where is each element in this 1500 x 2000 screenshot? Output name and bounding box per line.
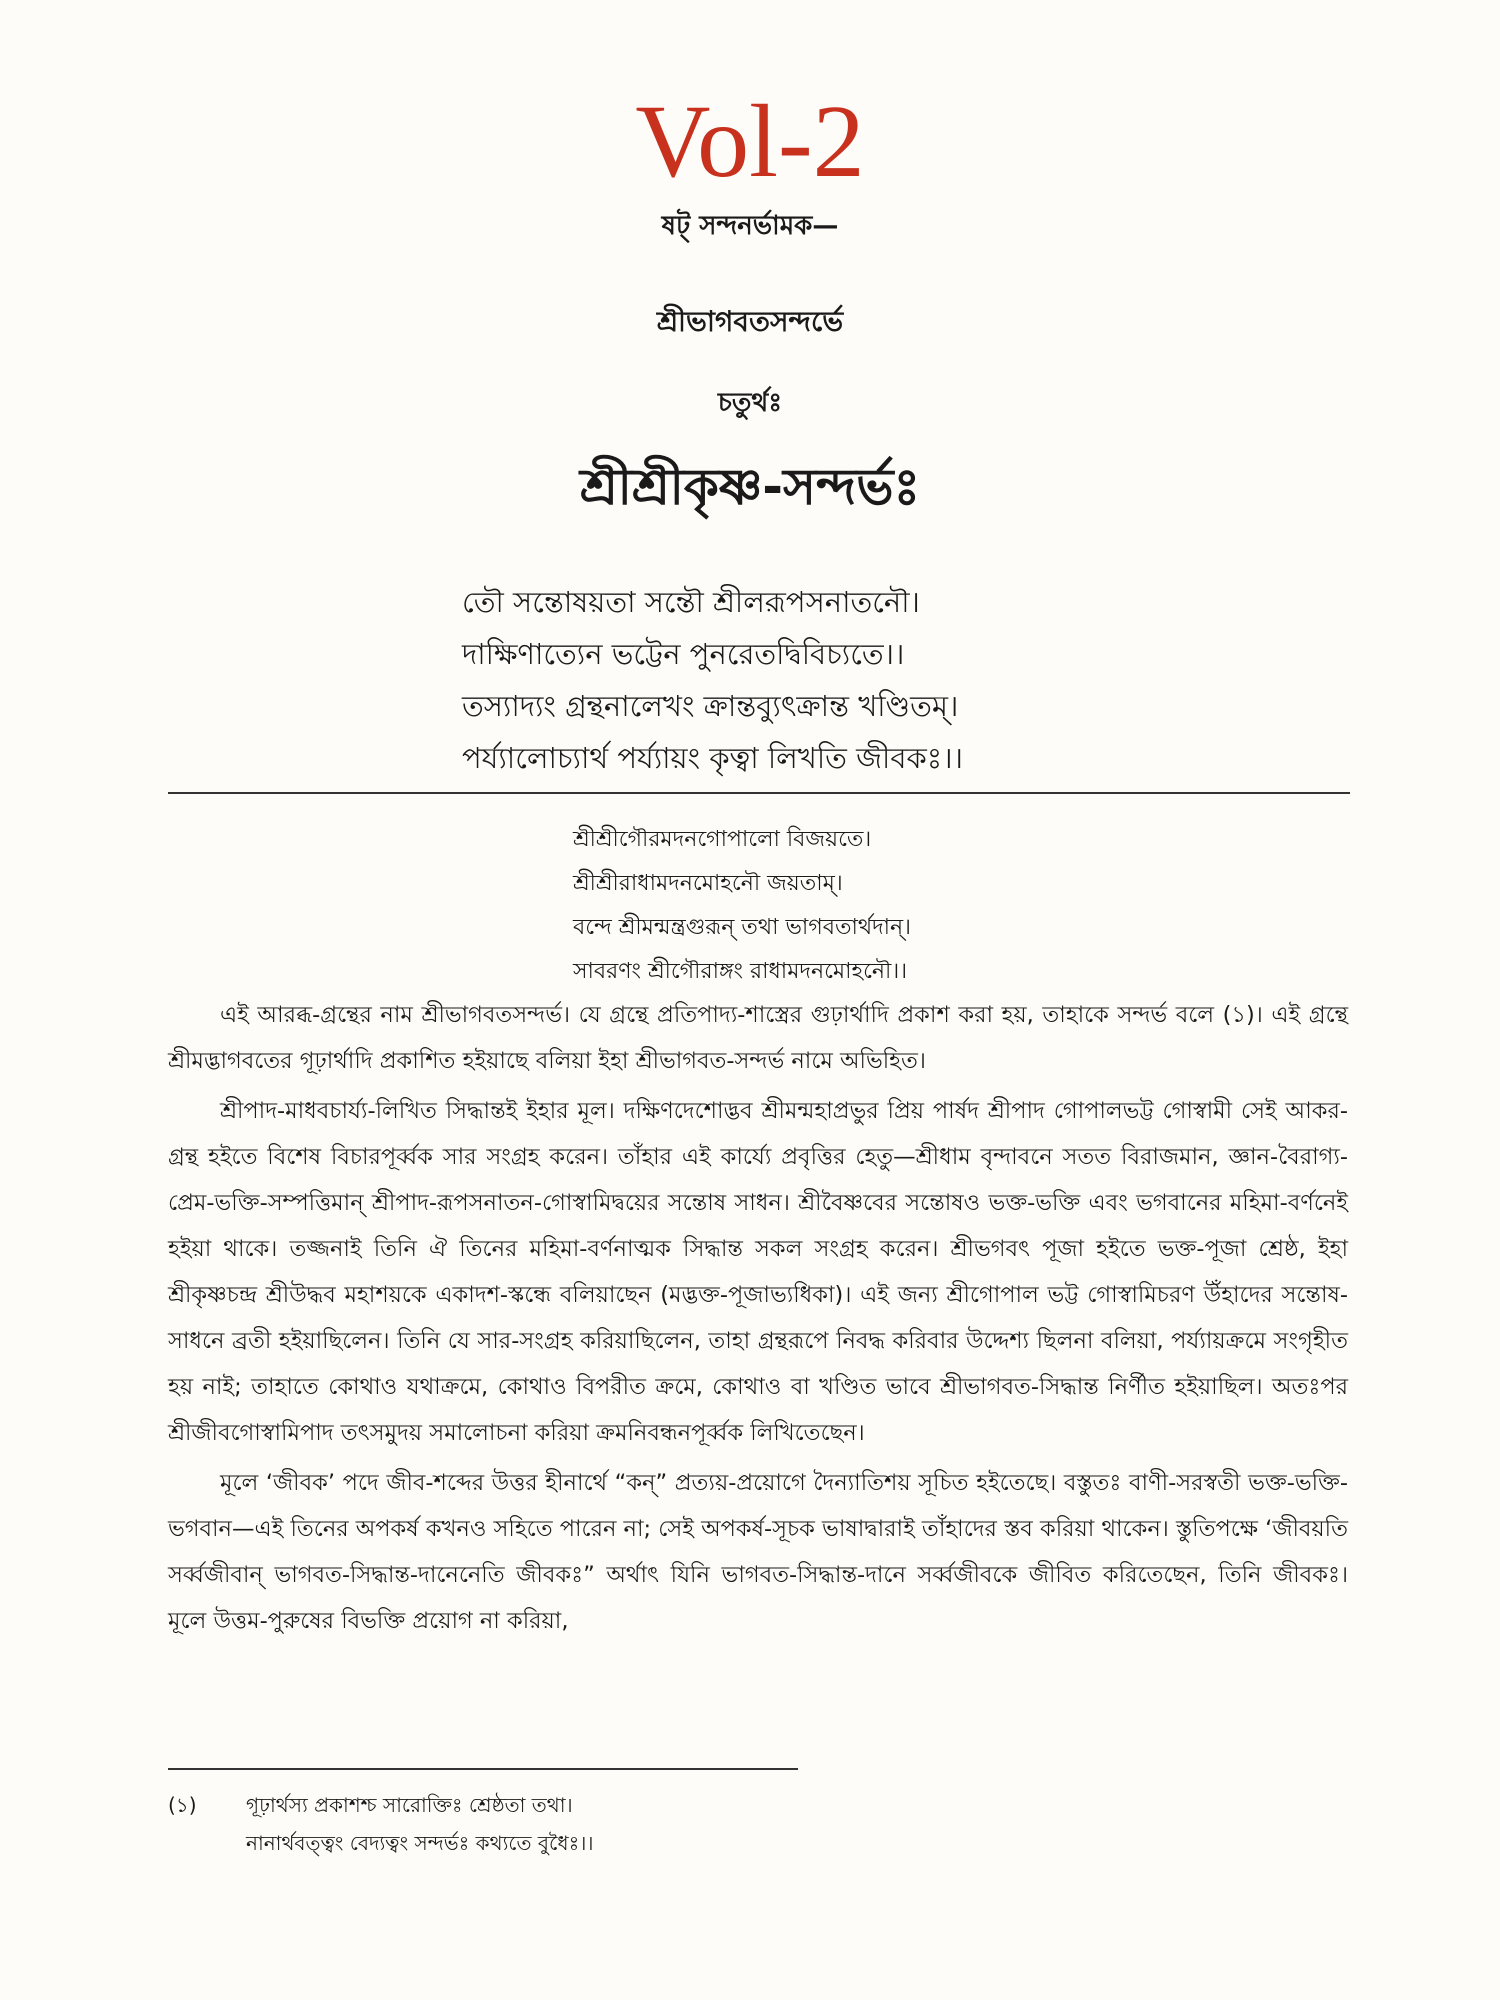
footnote-divider [168, 1768, 798, 1770]
main-title: শ্রীশ্রীকৃষ্ণ-সন্দর্ভঃ [579, 458, 921, 516]
verse-line: তৌ সন্তোষয়তা সন্তৌ শ্রীলরূপসনাতনৌ। [462, 585, 920, 619]
footnote-line: গূঢ়ার্থস্য প্রকাশশ্চ সারোক্তিঃ শ্রেষ্ঠতা তথা। [246, 1793, 573, 1817]
subtitle-2: শ্রীভাগবতসন্দর্ভে [656, 305, 844, 338]
footnote-line: নানার্থবত্ত্বং বেদ্যত্বং সন্দর্ভঃ কথ্যতে বুধৈঃ।। [246, 1831, 594, 1855]
section-divider [168, 792, 1350, 794]
verse-line: দাক্ষিণাত্যেন ভট্টেন পুনরেতদ্বিবিচ্যতে।। [462, 637, 905, 671]
verse-line: পর্য্যালোচ্যার্থ পর্য্যায়ং কৃত্বা লিখতি জীবকঃ।। [462, 741, 963, 775]
footnote-number: (১) [168, 1793, 197, 1817]
paragraph: এই আরব্ধ-গ্রন্থের নাম শ্রীভাগবতসন্দর্ভ। যে গ্রন্থে প্রতিপাদ্য-শাস্ত্রের গুঢ়ার্থাদি প্রকাশ করা হয়, তাহাকে সন্দর্ভ বলে (১)। এই গ্রন্থে শ্রীমদ্ভাগবতের গূঢ়ার্থাদি প্রকাশিত হইয়াছে বলিয়া ইহা শ্রীভাগবত-সন্দর্ভ নামে অভিহিত। [168, 1002, 1348, 1074]
paragraph: মূলে ‘জীবক’ পদে জীব-শব্দের উত্তর হীনার্থে “কন্” প্রত্যয়-প্রয়োগে দৈন্যাতিশয় সূচিত হইতেছে। বস্তুতঃ বাণী-সরস্বতী ভক্ত-ভক্তি-ভগবান—এই তিনের অপকর্ষ কখনও সহিতে পারেন না; সেই অপকর্ষ-সূচক ভাষাদ্বারাই তাঁহাদের স্তব করিয়া থাকেন। স্তুতিপক্ষে ‘জীবয়তি সর্ব্বজীবান্ ভাগবত-সিদ্ধান্ত-দানেনেতি জীবকঃ” অর্থাৎ যিনি ভাগবত-সিদ্ধান্ত-দানে সর্ব্বজীবকে জীবিত করিতেছেন, তিনি জীবকঃ। মূলে উত্তম-পুরুষের বিভক্তি প্রয়োগ না করিয়া, [168, 1470, 1348, 1634]
volume-title: Vol-2 [635, 84, 865, 199]
opening-verse [462, 576, 963, 784]
subtitle-3: চতুর্থঃ [717, 388, 783, 418]
body-text [168, 992, 1348, 1648]
subtitle-1: ষট্ সন্দনর্ভামক— [661, 211, 839, 241]
verse-line: শ্রীশ্রীগৌরমদনগোপালো বিজয়তে। [573, 827, 872, 852]
paragraph: শ্রীপাদ-মাধবচার্য্য-লিখিত সিদ্ধান্তই ইহার মূল। দক্ষিণদেশোদ্ভব শ্রীমন্মহাপ্রভুর প্রিয় পার্ষদ শ্রীপাদ গোপালভট্ট গোস্বামী সেই আকর-গ্রন্থ হইতে বিশেষ বিচারপূর্ব্বক সার সংগ্রহ করেন। তাঁহার এই কার্য্যে প্রবৃত্তির হেতু—শ্রীধাম বৃন্দাবনে সতত বিরাজমান, জ্ঞান-বৈরাগ্য-প্রেম-ভক্তি-সম্পত্তিমান্ শ্রীপাদ-রূপসনাতন-গোস্বামিদ্বয়ের সন্তোষ সাধন। শ্রীবৈষ্ণবের সন্তোষও ভক্ত-ভক্তি এবং ভগবানের মহিমা-বর্ণনেই হইয়া থাকে। তজ্জনাই তিনি ঐ তিনের মহিমা-বর্ণনাত্মক সিদ্ধান্ত সকল সংগ্রহ করেন। শ্রীভগবৎ পূজা হইতে ভক্ত-পূজা শ্রেষ্ঠ, ইহা শ্রীকৃষ্ণচন্দ্র শ্রীউদ্ধব মহাশয়কে একাদশ-স্কন্ধে বলিয়াছেন (মদ্ভক্ত-পূজাভ্যধিকা)। এই জন্য শ্রীগোপাল ভট্ট গোস্বামিচরণ উঁহাদের সন্তোষ-সাধনে ব্রতী হইয়াছিলেন। তিনি যে সার-সংগ্রহ করিয়াছিলেন, তাহা গ্রন্থরূপে নিবদ্ধ করিবার উদ্দেশ্য ছিলনা বলিয়া, পর্য্যায়ক্রমে সংগৃহীত হয় নাই; তাহাতে কোথাও যথাক্রমে, কোথাও বিপরীত ক্রমে, কোথাও বা খণ্ডিত ভাবে শ্রীভাগবত-সিদ্ধান্ত নির্ণীত হইয়াছিল। অতঃপর শ্রীজীবগোস্বামিপাদ তৎসমুদয় সমালোচনা করিয়া ক্রমনিবন্ধনপূর্ব্বক লিখিতেছেন। [168, 1098, 1348, 1446]
verse-line: শ্রীশ্রীরাধামদনমোহনৌ জয়তাম্। [573, 871, 843, 896]
invocation-verse [573, 818, 911, 994]
verse-line: তস্যাদ্যং গ্রন্থনালেখং ক্রান্তব্যুৎক্রান্ত খণ্ডিতম্। [462, 689, 959, 723]
verse-line: বন্দে শ্রীমন্মন্ত্রগুরূন্ তথা ভাগবতার্থদান্। [573, 915, 912, 940]
verse-line: সাবরণং শ্রীগৌরাঙ্গং রাধামদনমোহনৌ।। [573, 959, 908, 984]
